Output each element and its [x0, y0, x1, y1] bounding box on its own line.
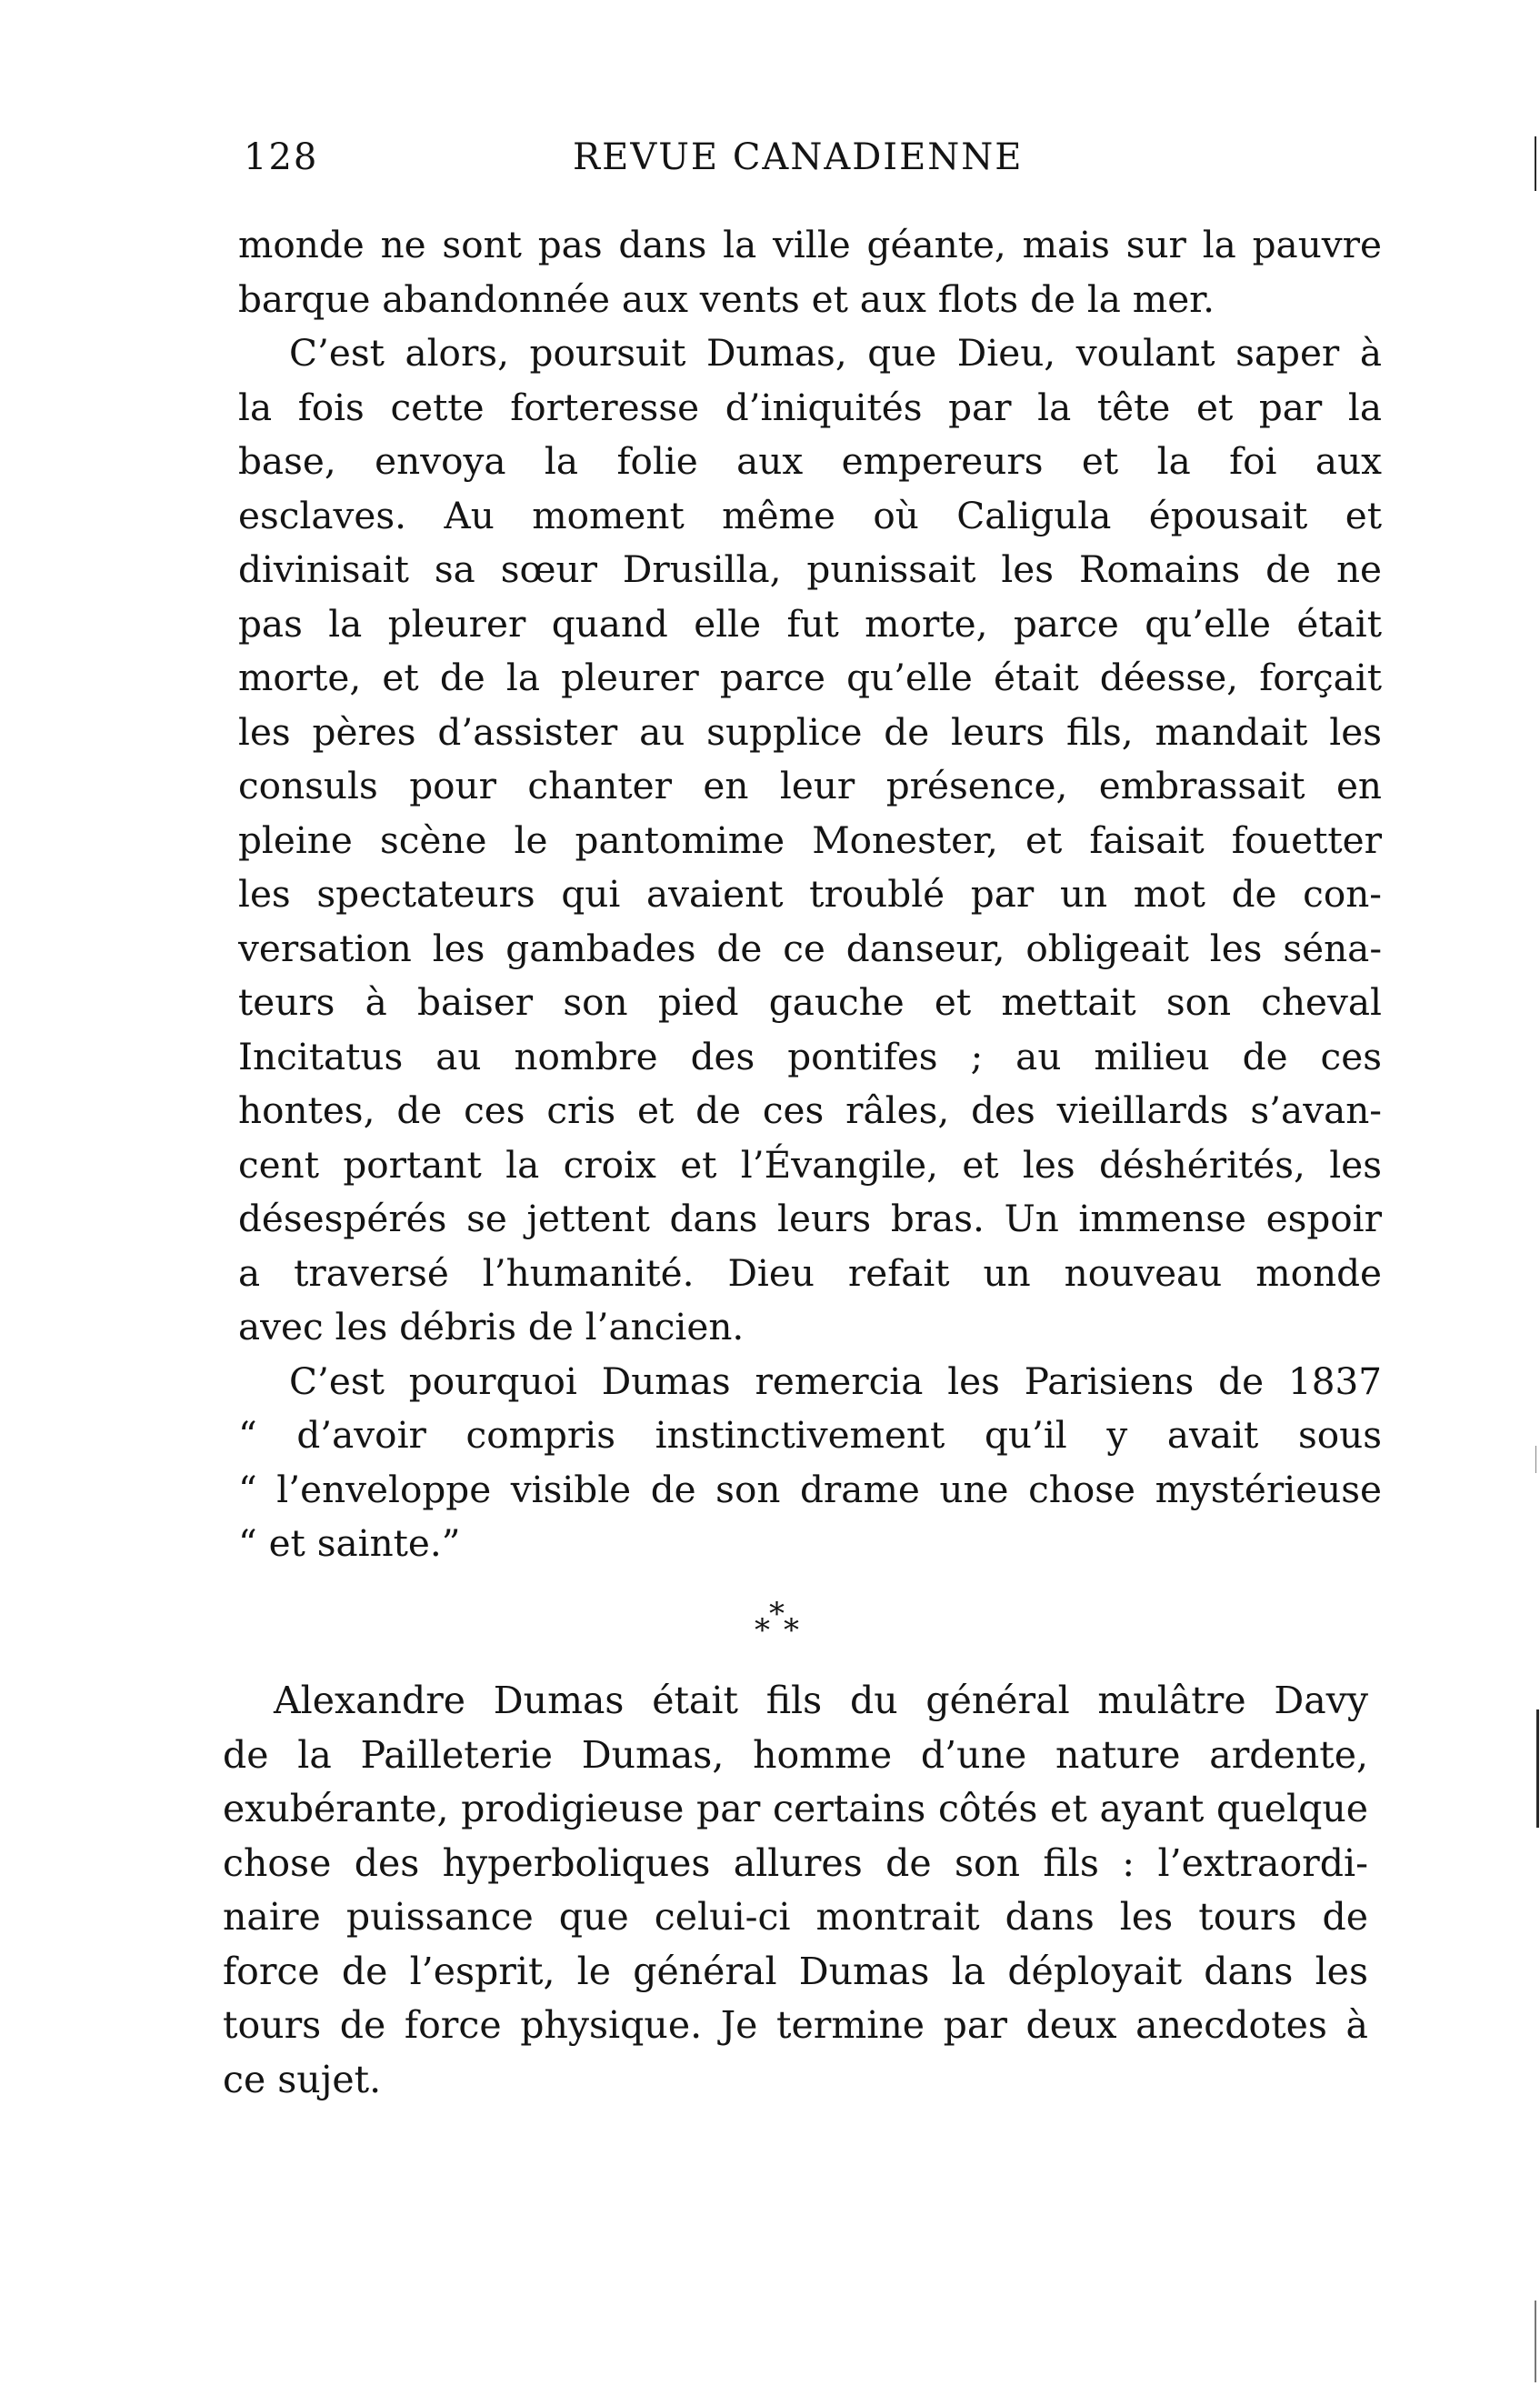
- separator-star: *: [755, 1612, 770, 1649]
- text-line: morte, et de la pleurer parce qu’elle était déesse, forçait: [238, 656, 1382, 699]
- running-head: REVUE CANADIENNE: [573, 136, 1024, 178]
- text-line: la fois cette forteresse d’iniquités par la tête et par la: [238, 385, 1382, 429]
- text-line: “ l’enveloppe visible de son drame une chose mystérieuse: [238, 1467, 1382, 1511]
- scan-artifact: [1535, 2301, 1536, 2382]
- text-line: base, envoya la folie aux empereurs et la foi aux: [238, 439, 1382, 483]
- text-line: tours de force physique. Je termine par deux anecdotes à: [223, 2003, 1368, 2047]
- scan-artifact: [1535, 1446, 1536, 1473]
- section-text: [223, 1673, 1368, 2106]
- main-text: [238, 218, 1382, 1571]
- text-line: naire puissance que celui-ci montrait dans les tours de: [223, 1895, 1368, 1939]
- scan-artifact: [1535, 136, 1536, 191]
- text-line: de la Pailleterie Dumas, homme d’une nature ardente,: [223, 1732, 1368, 1777]
- text-line: les spectateurs qui avaient troublé par un mot de con-: [238, 872, 1382, 916]
- text-line: ce sujet.: [223, 2057, 382, 2101]
- text-line: force de l’esprit, le général Dumas la déployait dans les: [223, 1949, 1368, 1993]
- page-number: 128: [244, 136, 319, 178]
- text-line: C’est alors, poursuit Dumas, que Dieu, voulant saper à: [289, 331, 1382, 375]
- separator-star: *: [784, 1612, 799, 1649]
- text-line: teurs à baiser son pied gauche et mettait son cheval: [238, 980, 1382, 1024]
- text-line: exubérante, prodigieuse par certains côtés et ayant quelque: [223, 1787, 1368, 1830]
- text-line: versation les gambades de ce danseur, obligeait les séna-: [238, 926, 1382, 970]
- section-separator: [727, 1596, 836, 1659]
- text-line: Alexandre Dumas était fils du général mulâtre Davy: [274, 1679, 1368, 1722]
- text-line: les pères d’assister au supplice de leurs fils, mandait les: [238, 709, 1382, 754]
- text-line: pleine scène le pantomime Monester, et faisait fouetter: [238, 817, 1382, 862]
- text-line: Incitatus au nombre des pontifes ; au milieu de ces: [238, 1034, 1382, 1078]
- text-line: pas la pleurer quand elle fut morte, parce qu’elle était: [238, 601, 1382, 646]
- text-line: chose des hyperboliques allures de son fils : l’extraordi-: [223, 1840, 1368, 1885]
- text-line: divinisait sa sœur Drusilla, punissait les Romains de ne: [238, 547, 1382, 591]
- text-line: cent portant la croix et l’Évangile, et les déshérités, les: [238, 1142, 1382, 1187]
- text-line: esclaves. Au moment même où Caligula épousait et: [238, 493, 1382, 537]
- text-line: C’est pourquoi Dumas remercia les Parisiens de 1837: [289, 1358, 1382, 1403]
- scan-artifact: [1536, 1709, 1539, 1828]
- text-line: consuls pour chanter en leur présence, embrassait en: [238, 764, 1382, 807]
- page-header: [244, 136, 1380, 191]
- text-line: a traversé l’humanité. Dieu refait un nouveau monde: [238, 1250, 1382, 1295]
- separator-star: *: [769, 1596, 785, 1632]
- text-line: désespérés se jettent dans leurs bras. Un immense espoir: [238, 1197, 1382, 1240]
- text-line: “ d’avoir compris instinctivement qu’il y avait sous: [238, 1413, 1382, 1457]
- text-line: monde ne sont pas dans la ville géante, mais sur la pauvre: [238, 223, 1382, 266]
- text-line: avec les débris de l’ancien.: [238, 1305, 745, 1348]
- text-line: “ et sainte.”: [238, 1521, 461, 1565]
- text-line: hontes, de ces cris et de ces râles, des vieillards s’avan-: [238, 1088, 1382, 1132]
- text-line: barque abandonnée aux vents et aux flots de la mer.: [238, 276, 1215, 321]
